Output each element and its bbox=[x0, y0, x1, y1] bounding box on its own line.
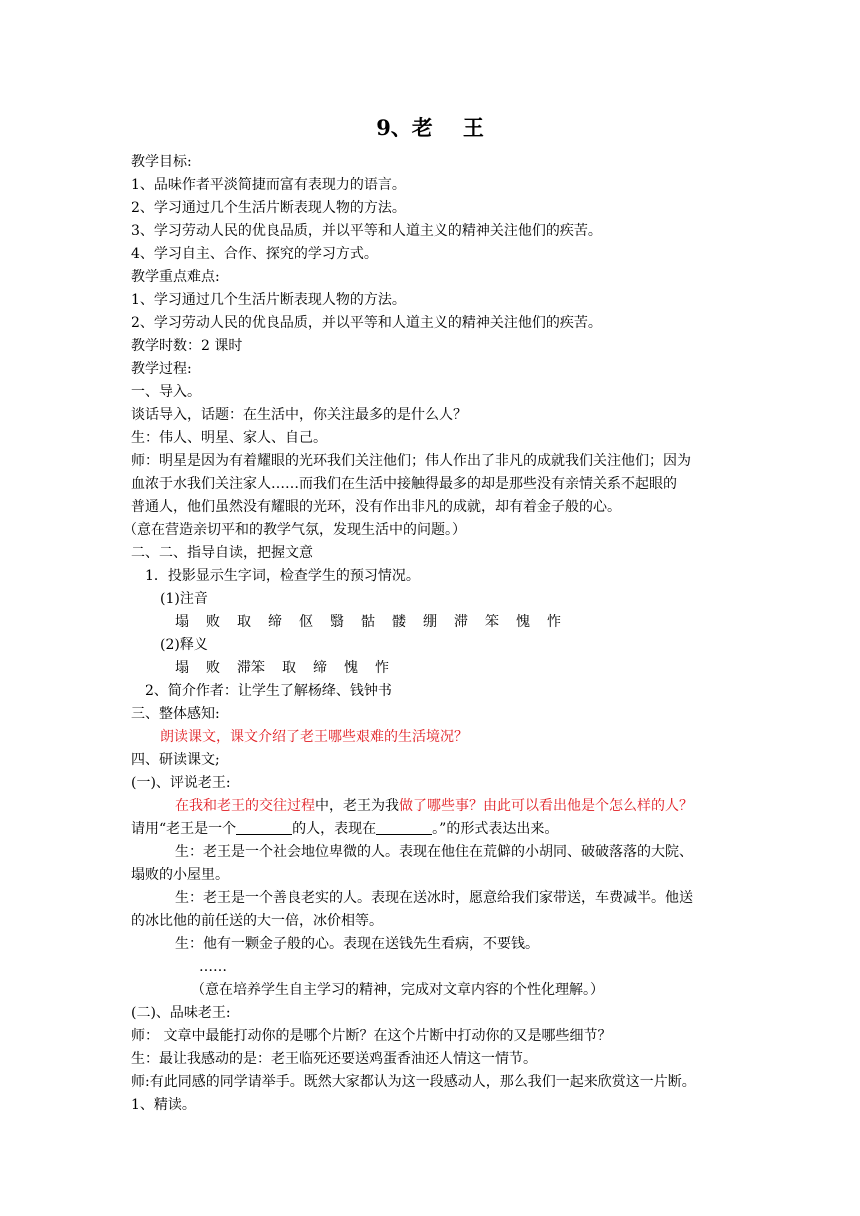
goal-item: 3、学习劳动人民的优良品质，并以平等和人道主义的精神关注他们的疾苦。 bbox=[131, 223, 602, 239]
reading-question: 朗读课文，课文介绍了老王哪些艰难的生活境况？ bbox=[160, 729, 468, 745]
answer-line: 生：老王是一个善良老实的人。表现在送冰时，愿意给我们家带送，车费减半。他送 bbox=[175, 890, 693, 906]
ellipsis: …… bbox=[199, 959, 227, 975]
section-heading: 四、研读课文; bbox=[131, 752, 220, 768]
note-line: （意在营造亲切平和的教学气氛，发现生活中的问题。） bbox=[123, 522, 466, 538]
student-line: 生：伟人、明星、家人、自己。 bbox=[131, 430, 327, 446]
note-line: （意在培养学生自主学习的精神，完成对文章内容的个性化理解。） bbox=[191, 982, 604, 998]
vocab-char: 愧 bbox=[516, 614, 530, 630]
goal-item: 1、品味作者平淡简捷而富有表现力的语言。 bbox=[131, 177, 406, 193]
vocab-word: 滞笨 bbox=[237, 660, 265, 676]
answer-line: 生：老王是一个社会地位卑微的人。表现在他住在荒僻的小胡同、破破落落的大院、 bbox=[175, 844, 693, 860]
section-heading: 一、导入。 bbox=[131, 384, 201, 400]
format-text: 的人，表现在 bbox=[292, 821, 377, 837]
vocab-char: 取 bbox=[237, 614, 251, 630]
section-heading: 二、二、指导自读，把握文意 bbox=[131, 545, 313, 561]
talk-line: 谈话导入，话题：在生活中，你关注最多的是什么人？ bbox=[131, 407, 467, 423]
page-title bbox=[0, 114, 860, 142]
vocab-char: 伛 bbox=[299, 614, 313, 630]
vocab-char: 髅 bbox=[392, 614, 406, 630]
blank-underline bbox=[376, 819, 432, 835]
goals-heading: 教学目标: bbox=[131, 154, 192, 170]
vocab-char: 骷 bbox=[361, 614, 375, 630]
answer-line: 的冰比他的前任送的大一倍，冰价相等。 bbox=[131, 913, 383, 929]
format-text: 。”的形式表达出来。 bbox=[432, 821, 559, 837]
part-heading: (一)、评说老王: bbox=[131, 775, 231, 791]
vocab-char: 怍 bbox=[547, 614, 561, 630]
vocab-char: 笨 bbox=[485, 614, 499, 630]
definition-chars bbox=[131, 657, 741, 680]
vocab-word: 败 bbox=[206, 660, 220, 676]
title-char: 王 bbox=[462, 115, 484, 140]
document-body bbox=[123, 151, 741, 1117]
teacher-line: 普通人，他们虽然没有耀眼的光环，没有作出非凡的成就，却有着金子般的心。 bbox=[131, 499, 621, 515]
question-text: 中，老王为我 bbox=[315, 798, 399, 814]
goal-item: 4、学习自主、合作、探究的学习方式。 bbox=[131, 246, 378, 262]
teacher-line: 血浓于水我们关注家人……而我们在生活中接触得最多的却是那些没有亲情关系不起眼的 bbox=[131, 476, 677, 492]
list-item: 1、精读。 bbox=[131, 1097, 196, 1113]
vocab-word: 怍 bbox=[375, 660, 389, 676]
answer-line: 塌败的小屋里。 bbox=[131, 867, 229, 883]
answer-format bbox=[131, 818, 741, 841]
teacher-line: 师：明星是因为有着耀眼的光环我们关注他们；伟人作出了非凡的成就我们关注他们；因为 bbox=[131, 453, 691, 469]
vocab-char: 败 bbox=[206, 614, 220, 630]
goal-item: 2、学习通过几个生活片断表现人物的方法。 bbox=[131, 200, 406, 216]
vocab-char: 滞 bbox=[454, 614, 468, 630]
vocab-char: 塌 bbox=[175, 614, 189, 630]
process-heading: 教学过程: bbox=[131, 361, 192, 377]
teacher-line: 师:有此同感的同学请举手。既然大家都认为这一段感动人，那么我们一起来欣赏这一片断。 bbox=[131, 1074, 696, 1090]
answer-line: 生：他有一颗金子般的心。表现在送钱先生看病，不要钱。 bbox=[175, 936, 539, 952]
vocab-word: 缔 bbox=[313, 660, 327, 676]
hours-line: 教学时数：2 课时 bbox=[131, 338, 243, 354]
vocab-char: 翳 bbox=[330, 614, 344, 630]
vocab-char: 缔 bbox=[268, 614, 282, 630]
vocab-word: 取 bbox=[282, 660, 296, 676]
list-item: 2、简介作者：让学生了解杨绛、钱钟书 bbox=[145, 683, 392, 699]
question-highlight: 在我和老王的交往过程 bbox=[175, 798, 315, 814]
format-text: 请用“老王是一个 bbox=[131, 821, 237, 837]
pinyin-chars bbox=[131, 611, 741, 634]
student-line: 生：最让我感动的是：老王临死还要送鸡蛋香油还人情这一情节。 bbox=[131, 1051, 537, 1067]
vocab-word: 愧 bbox=[344, 660, 358, 676]
section-heading: 三、整体感知: bbox=[131, 706, 220, 722]
vocab-char: 绷 bbox=[423, 614, 437, 630]
key-item: 1、学习通过几个生活片断表现人物的方法。 bbox=[131, 292, 406, 308]
blank-underline bbox=[236, 819, 292, 835]
sub-heading: (2)释义 bbox=[160, 637, 208, 653]
list-item: 1．投影显示生字词，检查学生的预习情况。 bbox=[145, 568, 420, 584]
title-number: 9、老 bbox=[376, 115, 433, 140]
part-heading: (二)、品味老王: bbox=[131, 1005, 231, 1021]
key-item: 2、学习劳动人民的优良品质，并以平等和人道主义的精神关注他们的疾苦。 bbox=[131, 315, 602, 331]
sub-heading: (1)注音 bbox=[160, 591, 208, 607]
question-highlight: 做了哪些事？由此可以看出他是个怎么样的人？ bbox=[399, 798, 693, 814]
discussion-question bbox=[131, 795, 741, 818]
teacher-line: 师： 文章中最能打动你的是哪个片断？在这个片断中打动你的又是哪些细节？ bbox=[131, 1028, 612, 1044]
key-heading: 教学重点难点: bbox=[131, 269, 220, 285]
vocab-word: 塌 bbox=[175, 660, 189, 676]
